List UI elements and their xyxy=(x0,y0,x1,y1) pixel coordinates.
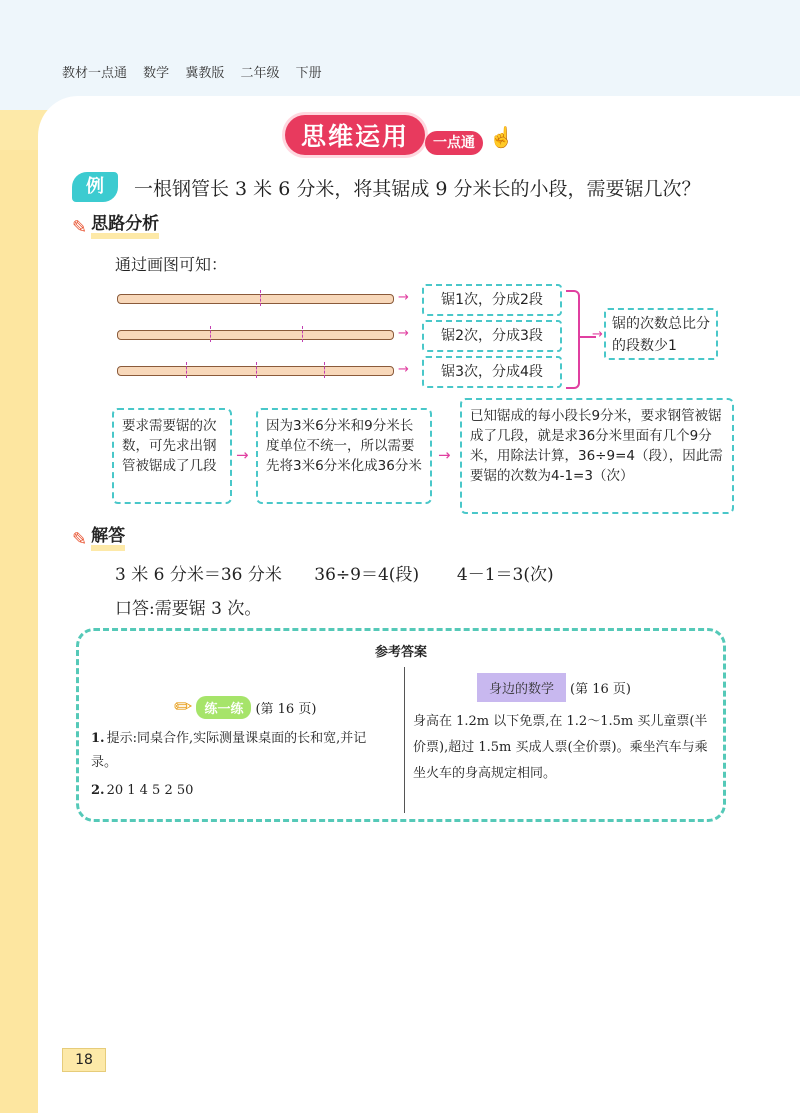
item-text: 20 1 4 5 2 50 xyxy=(106,783,194,798)
pipe-diagram-3 xyxy=(117,366,394,376)
arrow-right-icon: → xyxy=(398,290,409,305)
item-number: 1. xyxy=(91,731,105,746)
banner-badge: 一点通 xyxy=(425,131,483,155)
practice-answers xyxy=(91,727,391,803)
cut-mark xyxy=(302,326,303,342)
item-text: 提示:同桌合作,实际测量课桌面的长和宽,并记录。 xyxy=(91,731,367,770)
arrow-right-icon: → xyxy=(592,327,603,342)
bracket xyxy=(566,290,580,389)
section-banner xyxy=(285,115,515,165)
header-volume: 下册 xyxy=(295,66,322,81)
example-text: 一根钢管长 3 米 6 分米，将其锯成 9 分米长的小段，需要锯几次？ xyxy=(134,177,701,200)
book-header xyxy=(62,62,334,81)
example-tag: 例 xyxy=(72,172,118,202)
cut-result-1: 锯1次，分成2段 xyxy=(422,284,562,316)
column-divider xyxy=(404,667,405,813)
diagram-intro: 通过画图可知： xyxy=(115,255,228,274)
answer-calculation: 3 米 6 分米＝36 分米 36÷9＝4(段) 4－1＝3(次) xyxy=(115,565,554,585)
reference-answers-box xyxy=(76,628,726,822)
cut-mark xyxy=(256,362,257,378)
life-math-answer: 身高在 1.2m 以下免票,在 1.2～1.5m 买儿童票(半价票),超过 1.5m 买成人票(全价票)。乘坐汽车与乘坐火车的身高规定相同。 xyxy=(413,714,708,781)
cut-mark xyxy=(210,326,211,342)
practice-page-ref: (第 16 页) xyxy=(255,702,317,717)
life-math-tag: 身边的数学 xyxy=(477,673,566,702)
list-item xyxy=(91,779,391,803)
reasoning-step-1: 要求需要锯的次数，可先求出钢管被锯成了几段 xyxy=(112,408,232,504)
analysis-heading xyxy=(72,215,159,239)
reasoning-step-3: 已知锯成的每小段长9分米，要求钢管被锯成了几段，就是求36分米里面有几个9分米，用除法计算，36÷9=4（段），因此需要锯的次数为4-1=3（次） xyxy=(460,398,734,514)
header-book: 教材一点通 xyxy=(62,66,128,81)
arrow-right-icon: → xyxy=(398,362,409,377)
pipe-diagram-1 xyxy=(117,294,394,304)
arrow-right-icon: → xyxy=(236,446,249,464)
pointing-hand-icon: ☝ xyxy=(489,125,514,149)
banner-title: 思维运用 xyxy=(285,115,425,155)
life-math-heading xyxy=(477,673,631,702)
cut-mark xyxy=(186,362,187,378)
conclusion-box: 锯的次数总比分的段数少1 xyxy=(604,308,718,360)
header-subject: 数学 xyxy=(143,66,170,81)
pencil-mascot-icon: ✏ xyxy=(174,695,193,720)
practice-tag: 练一练 xyxy=(196,696,251,719)
pipe-diagram-2 xyxy=(117,330,394,340)
arrow-right-icon: → xyxy=(438,446,451,464)
reference-title: 参考答案 xyxy=(374,645,427,660)
answer-conclusion: 口答:需要锯 3 次。 xyxy=(115,599,262,619)
page-number: 18 xyxy=(62,1048,106,1072)
reasoning-step-2: 因为3米6分米和9分米长度单位不统一，所以需要先将3米6分米化成36分米 xyxy=(256,408,432,504)
list-item xyxy=(91,727,391,775)
pen-icon: ✎ xyxy=(72,528,88,550)
cut-result-2: 锯2次，分成3段 xyxy=(422,320,562,352)
cut-mark xyxy=(324,362,325,378)
example-question xyxy=(72,172,701,202)
header-grade: 二年级 xyxy=(240,66,280,81)
item-number: 2. xyxy=(91,783,105,798)
left-margin-band xyxy=(0,150,38,1113)
cut-mark xyxy=(260,290,261,306)
analysis-heading-label: 思路分析 xyxy=(91,215,159,239)
life-math-page-ref: (第 16 页) xyxy=(570,682,631,697)
answer-heading-label: 解答 xyxy=(91,527,125,551)
top-background xyxy=(0,0,800,110)
cut-result-3: 锯3次，分成4段 xyxy=(422,356,562,388)
pen-icon: ✎ xyxy=(72,216,88,238)
header-edition: 冀教版 xyxy=(185,66,225,81)
arrow-right-icon: → xyxy=(398,326,409,341)
practice-heading xyxy=(174,695,316,720)
answer-heading xyxy=(72,527,125,551)
